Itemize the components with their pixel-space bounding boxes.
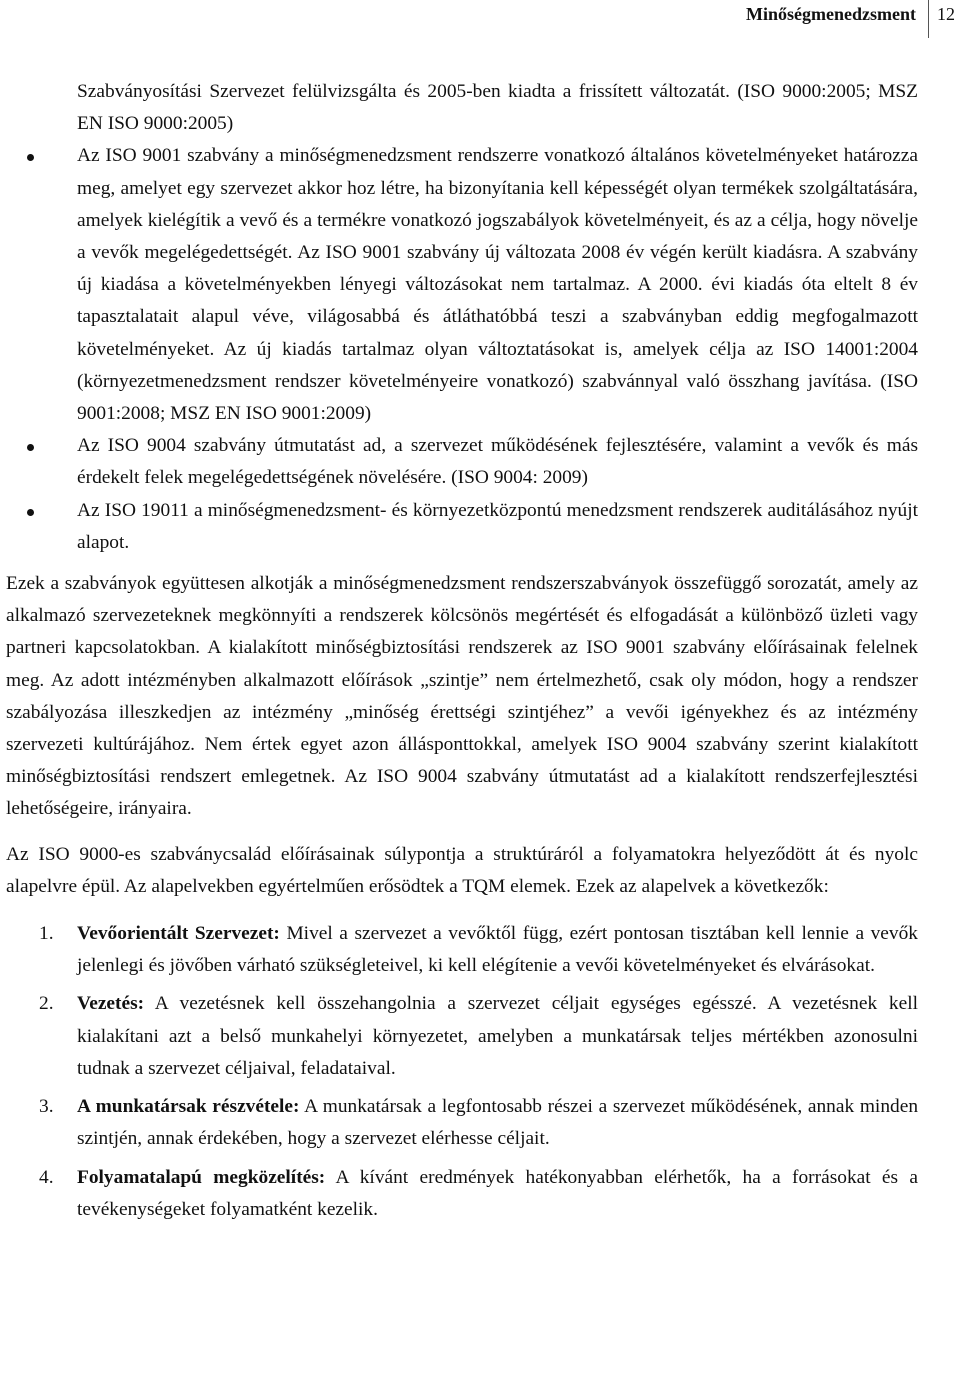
bullet-dot-icon [27,509,34,516]
paragraph-standards-series: Ezek a szabványok együttesen alkotják a minőségmenedzsment rendszerszabványok összefüggő sorozatát, amely az alkalmazó szervezeteknek megkönnyíti a rendszerek kölcsönös megértését és elfogadását a különböző üzleti vagy partneri kapcsolatokban. A kialakított minőségbiztosítási rendszerek az ISO 9001 szabvány előírásainak felelnek meg. Az adott intézményben alkalmazott előírások „szintje” nem értelmezhető, csak oly módon, hogy a rendszer szabályozása illeszkedjen az intézmény „minőség érettségi szintjéhez” a vevői igényekhez és az intézmény szervezeti kultúrájához. Nem értek egyet azon állásponttokkal, amelyek ISO 9004 szabvány szerint kialakított minőségbiztosítási rendszert emlegetnek. Az ISO 9004 szabvány útmutatást ad a kialakított rendszerfejlesztési lehetőségeire, irányaira. [6,573,918,820]
standards-bullet-list [6,76,918,559]
list-number: 1. [39,923,54,945]
principle-item-2 [6,988,918,1085]
bullet-text: Az ISO 9004 szabvány útmutatást ad, a szervezet működésének fejlesztésére, valamint a vevők és más érdekelt felek megelégedettségének növelésére. (ISO 9004: 2009) [77,435,918,489]
principle-text: A munkatársak a legfontosabb részei a szervezet működésének, annak minden szintjén, annak érdekében, hogy a szervezet elérhesse céljait. [77,1096,919,1150]
principle-item-1 [6,918,918,982]
bullet-text: Az ISO 9001 szabvány a minőségmenedzsment rendszerre vonatkozó általános követelményeket határozza meg, amelyet egy szervezet akkor hoz létre, ha bizonyítania kell képességét olyan termékek szolgáltatására, amelyek kielégítik a vevő és a termékre vonatkozó jogszabályok követelményeit, és az a célja, hogy növelje a vevők megelégedettségét. Az ISO 9001 szabvány új változata 2008 év végén került kiadásra. A szabvány új kiadása a követelményekben lényegi változásokat nem tartalmaz. A 2000. évi kiadás óta eltelt 8 év tapasztalatait alapul véve, világosabbá és átláthatóbbá teszi a szabványban eddig megfogalmazott követelményeket. Az új kiadás tartalmaz olyan változtatásokat is, amelyek célja az ISO 14001:2004 (környezetmenedzsment rendszer követelményeire vonatkozó) szabvánnyal való összhang javítása. (ISO 9001:2008; MSZ EN ISO 9001:2009) [77,145,918,425]
paragraph-principles-intro: Az ISO 9000-es szabványcsalád előírásainak súlypontja a struktúráról a folyamatokra helyeződött át és nyolc alapelvre épül. Az alapelvekben egyértelműen erősödtek a TQM elemek. Ezek az alapelvek a következők: [6,843,918,897]
running-title: Minőségmenedzsment [746,4,916,24]
list-number: 3. [39,1096,54,1118]
principle-text: Mivel a szervezet a vevőktől függ, ezért pontosan tisztában kell lennie a vevők jelenlegi és jövőben várható szükségleteivel, ki kell elégítenie a vevői követelményeket és elvárásokat. [77,923,918,977]
bullet-item-iso19011 [6,495,918,559]
document-body [6,76,918,1232]
principle-text: A vezetésnek kell összehangolnia a szervezet céljait egységes egésszé. A vezetésnek kell kialakítani azt a belső munkahelyi környezetet, amelyben a munkatársak teljes mértékben azonosulni tudnak a szervezet céljaival, feladataival. [77,993,918,1079]
bullet-item-iso9000-continued [6,76,918,140]
principles-list [6,918,918,1226]
principle-term: Vevőorientált Szervezet: [77,923,280,945]
list-number: 2. [39,993,54,1015]
bullet-dot-icon [27,154,34,161]
principle-text: A kívánt eredmények hatékonyabban elérhetők, ha a forrásokat és a tevékenységeket folyamatként kezelik. [77,1166,918,1220]
page-header [0,0,960,36]
header-divider [928,0,929,38]
bullet-text: Az ISO 19011 a minőségmenedzsment- és környezetközpontú menedzsment rendszerek auditálásához nyújt alapot. [77,499,918,553]
principle-term: Folyamatalapú megközelítés: [77,1166,326,1188]
list-number: 4. [39,1166,54,1188]
page-number: 12 [937,4,955,24]
principle-item-4 [6,1162,918,1226]
bullet-item-iso9001 [6,140,918,430]
bullet-text: Szabványosítási Szervezet felülvizsgálta és 2005-ben kiadta a frissített változatát. (ISO 9000:2005; MSZ EN ISO 9000:2005) [77,81,918,135]
bullet-item-iso9004 [6,430,918,494]
bullet-dot-icon [27,444,34,451]
principle-term: Vezetés: [77,993,145,1015]
principle-term: A munkatársak részvétele: [77,1096,300,1118]
principle-item-3 [6,1091,918,1155]
